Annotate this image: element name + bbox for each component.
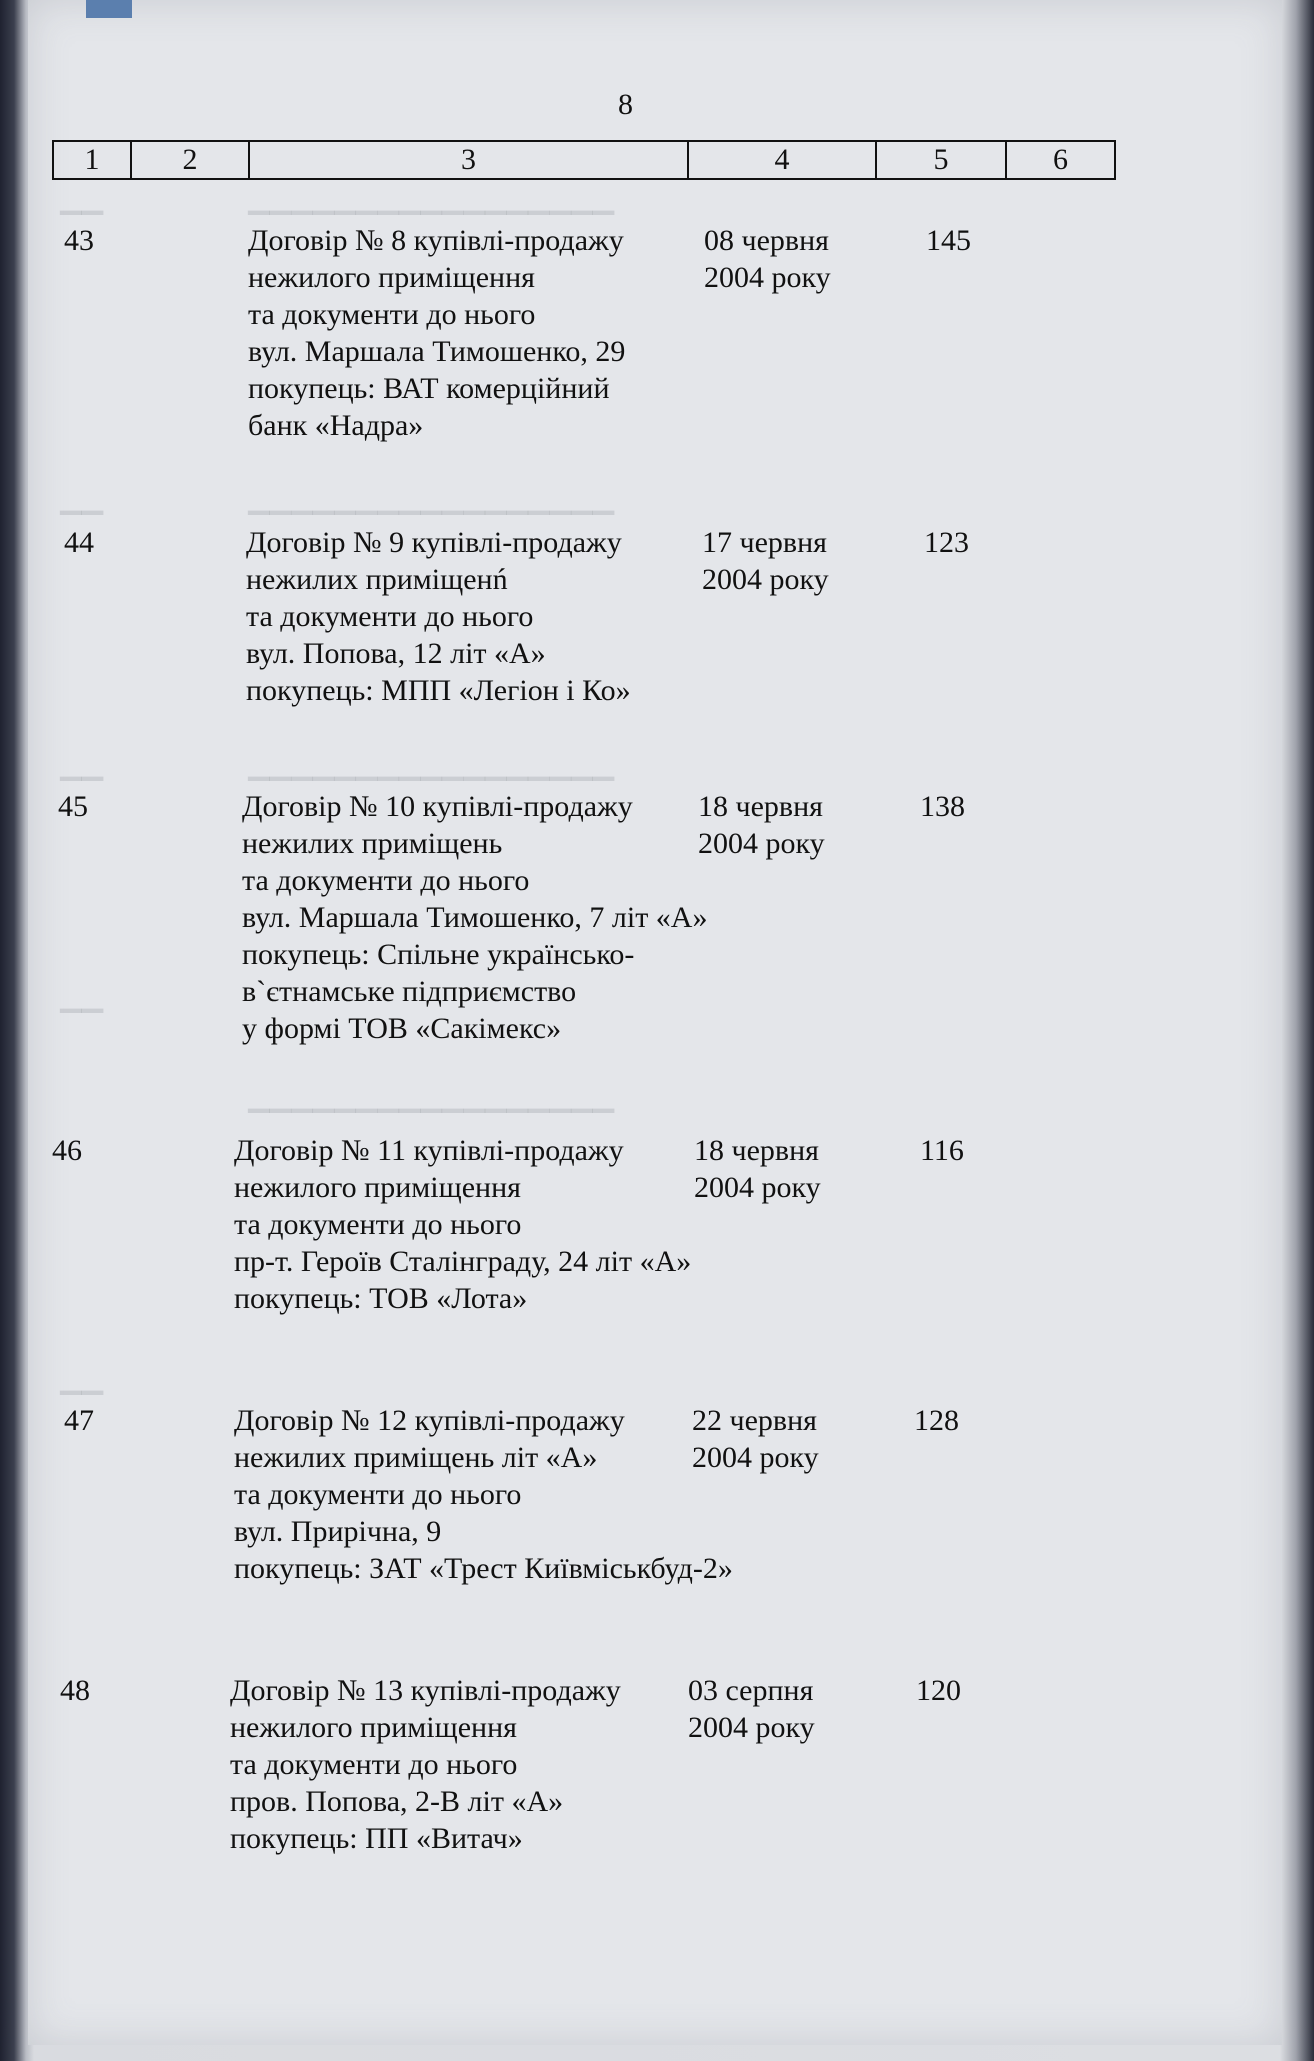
description-line: та документи до нього [230,1748,518,1781]
entry-date [702,524,829,598]
date-day-month: 18 червня [694,1134,819,1167]
entry-sheet-count: 123 [924,526,969,559]
description-line: нежилого приміщення [248,261,535,294]
description-line: покупець: ЗАТ «Трест Київміськбуд-2» [234,1552,733,1585]
date-year: 2004 року [694,1171,821,1204]
date-day-month: 22 червня [692,1404,817,1437]
date-year: 2004 року [692,1441,819,1474]
entry-description [234,1402,733,1587]
description-line: вул. Маршала Тимошенко, 29 [248,335,626,368]
description-line: Договір № 12 купівлі-продажу [234,1404,625,1437]
entry-date [698,788,825,862]
description-line: нежилого приміщення [234,1171,521,1204]
description-line: покупець: ВАТ комерційний [248,372,610,405]
bleed-through-mark: ▁▁ [60,1364,104,1395]
description-line: Договір № 10 купівлі-продажу [242,790,633,823]
description-line: в`єтнамське підприємство [242,975,577,1008]
page-number: 8 [618,88,633,121]
bleed-through-mark: ▁▁ [60,484,104,515]
column-header-5: 5 [877,142,1007,178]
column-header-1: 1 [54,142,132,178]
description-line: покупець: МПП «Легіон і Ко» [246,674,631,707]
entry-number: 43 [64,224,94,257]
date-year: 2004 року [702,563,829,596]
entry-number: 46 [52,1134,82,1167]
description-line: пров. Попова, 2-В літ «А» [230,1785,564,1818]
description-line: банк «Надра» [248,409,424,442]
description-line: нежилих приміщенń [246,563,508,596]
date-day-month: 18 червня [698,790,823,823]
entry-date [692,1402,819,1476]
entry-sheet-count: 116 [920,1134,964,1167]
description-line: та документи до нього [248,298,536,331]
description-line: та документи до нього [242,864,530,897]
date-day-month: 08 червня [704,224,829,257]
entry-date [688,1672,815,1746]
description-line: покупець: ТОВ «Лота» [234,1282,528,1315]
date-day-month: 17 червня [702,526,827,559]
description-line: Договір № 8 купівлі-продажу [248,224,624,257]
description-line: пр-т. Героїв Сталінграду, 24 літ «А» [234,1245,692,1278]
description-line: покупець: ПП «Витач» [230,1822,523,1855]
entry-description [248,222,625,444]
bleed-through-mark: ▁▁▁▁▁▁▁▁▁▁▁▁▁▁▁▁▁ [248,484,615,515]
column-header-3: 3 [250,142,689,178]
column-header-2: 2 [132,142,250,178]
column-header-4: 4 [689,142,877,178]
description-line: нежилих приміщень літ «А» [234,1441,598,1474]
column-header-6: 6 [1053,143,1068,176]
date-year: 2004 року [704,261,831,294]
description-line: нежилих приміщень [242,827,503,860]
description-line: вул. Маршала Тимошенко, 7 літ «А» [242,901,708,934]
entry-description [230,1672,621,1857]
entry-description [246,524,631,709]
entry-sheet-count: 138 [920,790,965,823]
bleed-through-mark: ▁▁ [60,750,104,781]
description-line: та документи до нього [246,600,534,633]
bleed-through-mark: ▁▁▁▁▁▁▁▁▁▁▁▁▁▁▁▁▁ [248,184,615,215]
bleed-through-mark: ▁▁ [60,184,104,215]
description-line: у формі ТОВ «Сакімекс» [242,1012,562,1045]
entry-number: 44 [64,526,94,559]
description-line: Договір № 13 купівлі-продажу [230,1674,621,1707]
entry-sheet-count: 120 [916,1674,961,1707]
bleed-through-mark: ▁▁▁▁▁▁▁▁▁▁▁▁▁▁▁▁▁ [248,1082,615,1113]
description-line: вул. Попова, 12 літ «А» [246,637,546,670]
entry-description [234,1132,691,1317]
description-line: та документи до нього [234,1208,522,1241]
bookmark-ribbon [86,0,132,18]
entry-number: 45 [58,790,88,823]
date-year: 2004 року [688,1711,815,1744]
entry-date [694,1132,821,1206]
bleed-through-mark: ▁▁▁▁▁▁▁▁▁▁▁▁▁▁▁▁▁ [248,750,615,781]
description-line: Договір № 9 купівлі-продажу [246,526,622,559]
description-line: покупець: Спільне українсько- [242,938,635,971]
entry-number: 48 [60,1674,90,1707]
entry-date [704,222,831,296]
entry-number: 47 [64,1404,94,1437]
date-day-month: 03 серпня [688,1674,814,1707]
description-line: вул. Прирічна, 9 [234,1515,442,1548]
description-line: нежилого приміщення [230,1711,517,1744]
bleed-through-mark: ▁▁ [60,982,104,1013]
description-line: та документи до нього [234,1478,522,1511]
description-line: Договір № 11 купівлі-продажу [234,1134,624,1167]
entry-description [242,788,707,1047]
date-year: 2004 року [698,827,825,860]
table-header [52,140,1116,180]
entry-sheet-count: 145 [926,224,971,257]
entry-sheet-count: 128 [914,1404,959,1437]
